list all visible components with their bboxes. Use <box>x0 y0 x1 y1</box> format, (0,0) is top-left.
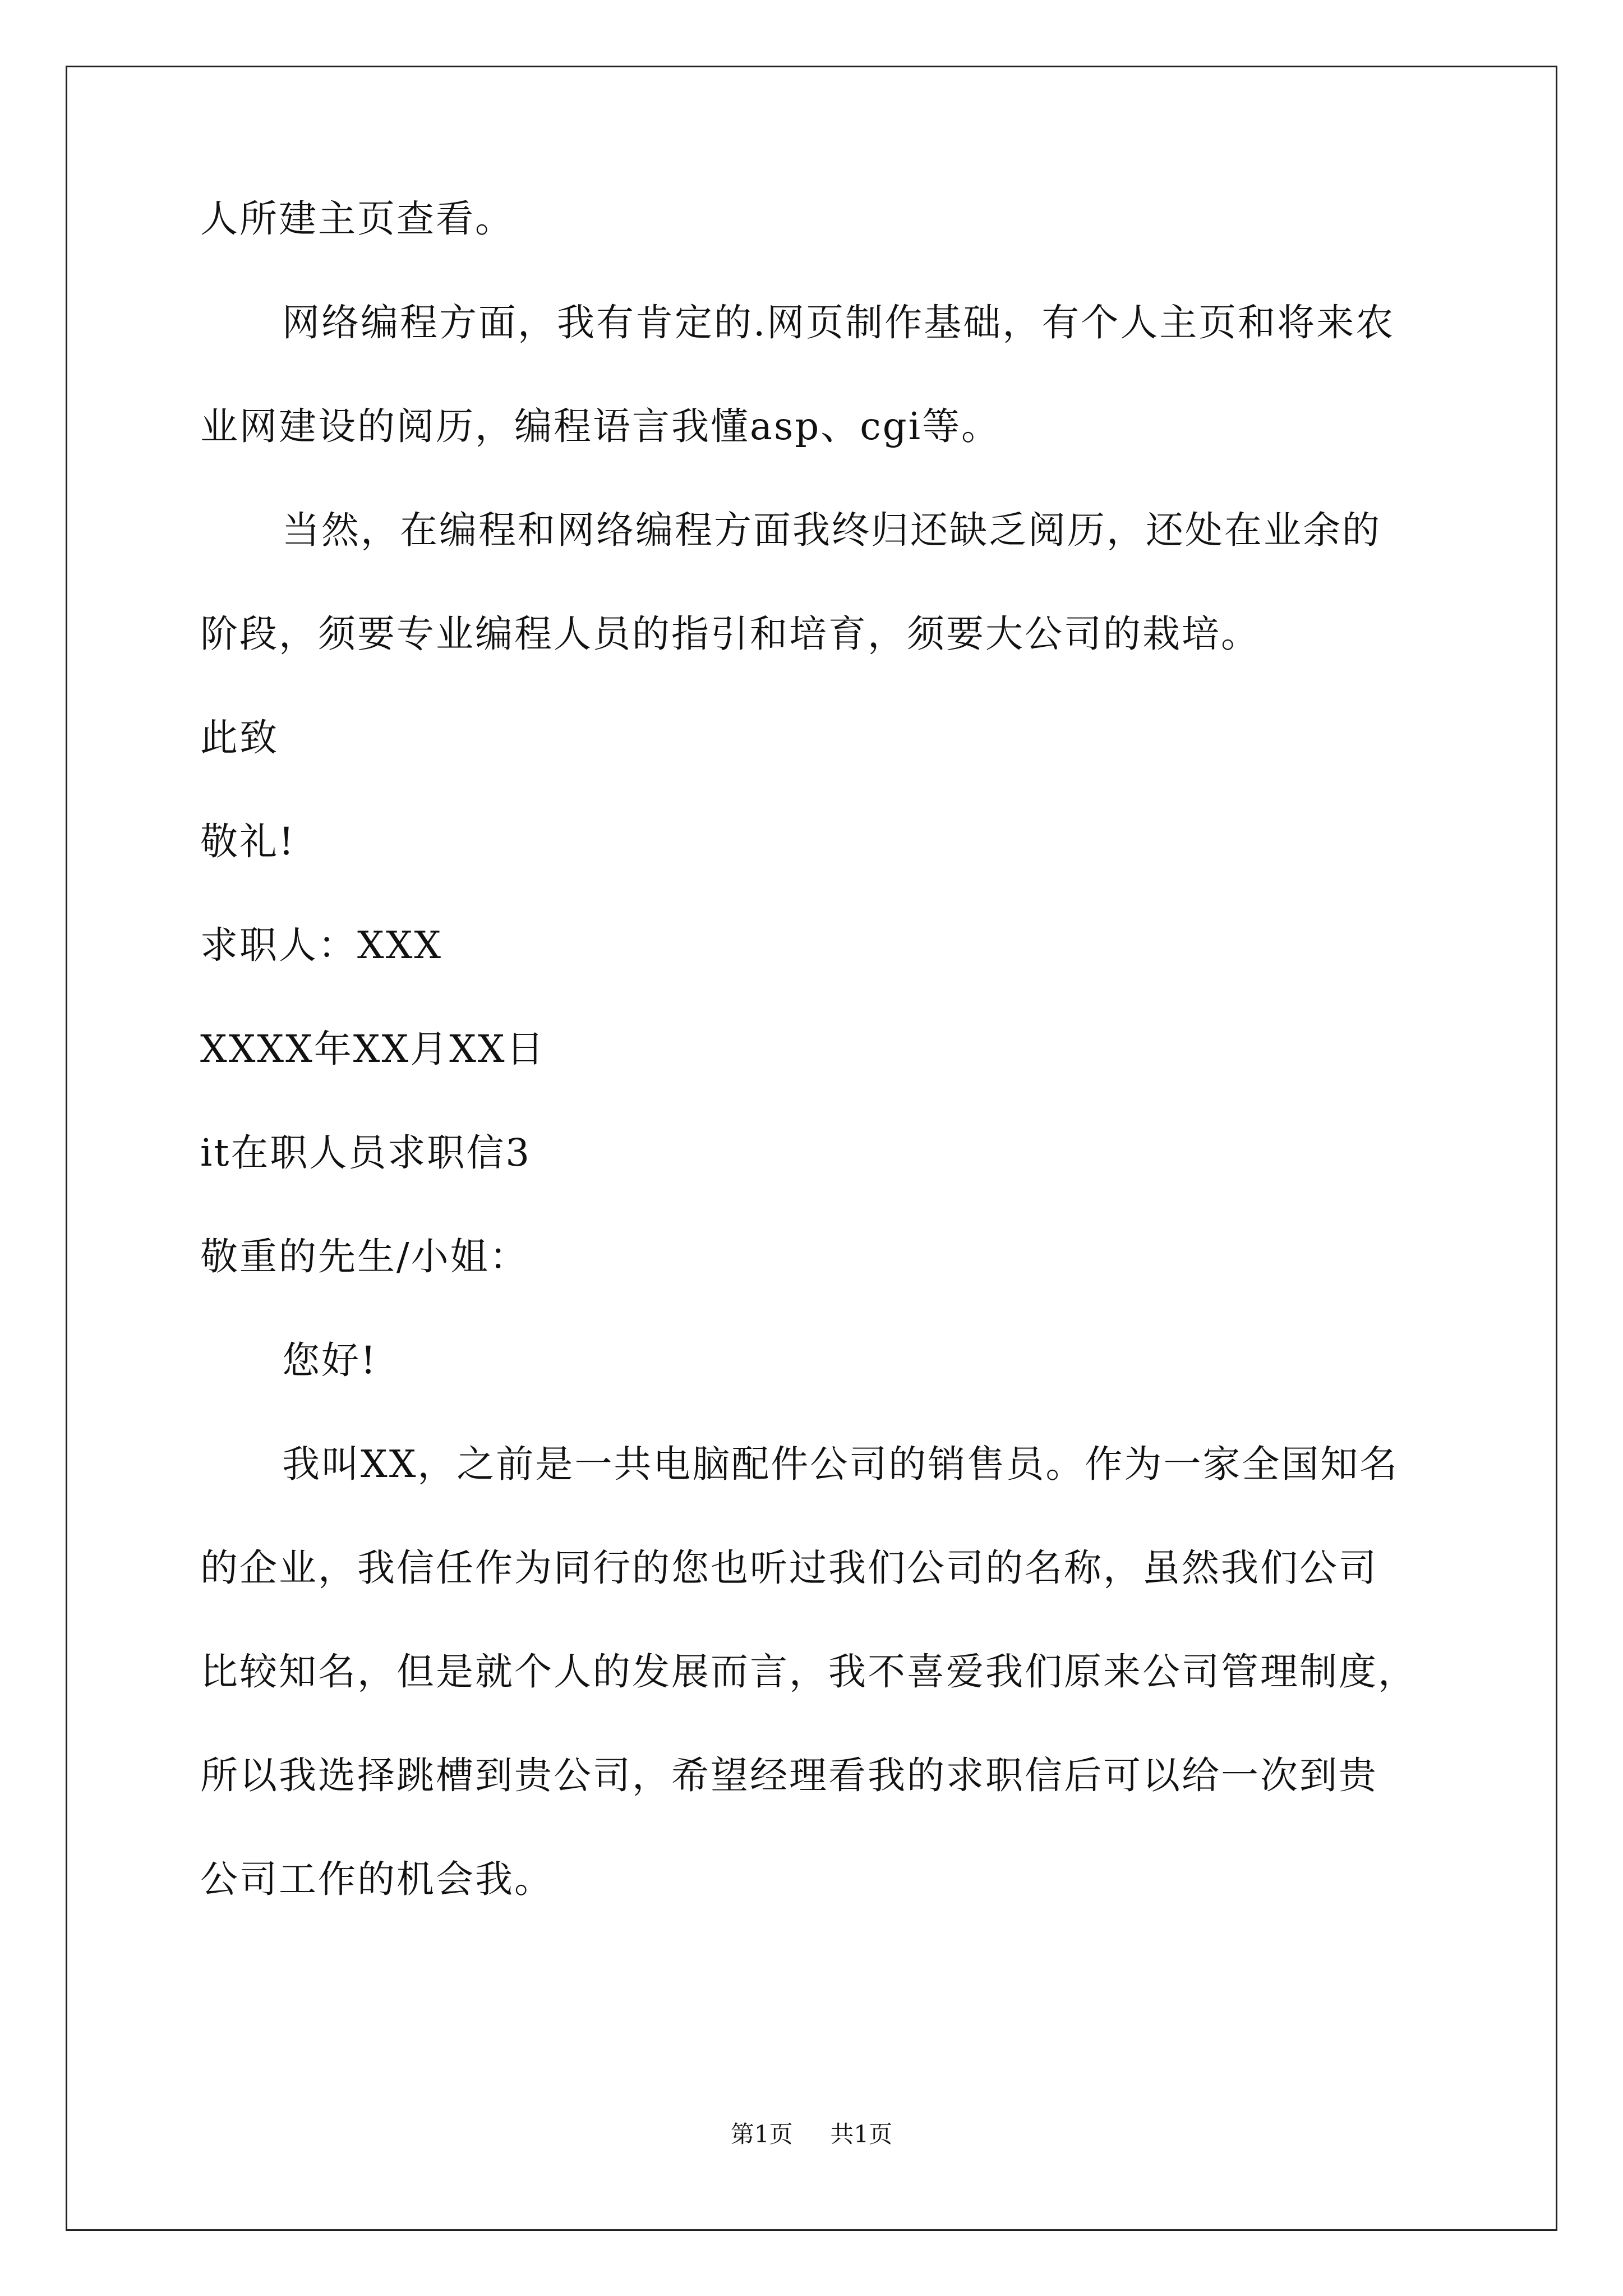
paragraph-line: 当然，在编程和网络编程方面我终归还缺乏阅历，还处在业余的 <box>282 508 1381 552</box>
page-footer <box>0 2120 1623 2148</box>
greeting-body: 您好! <box>282 1338 377 1382</box>
greeting-line: 敬重的先生/小姐： <box>200 1235 529 1278</box>
text-line: 比较知名，但是就个人的发展而言，我不喜爱我们原来公司管理制度， <box>200 1650 1417 1694</box>
paragraph-line: 我叫XX，之前是一共电脑配件公司的销售员。作为一家全国知名 <box>282 1442 1399 1486</box>
text-line: 业网建设的阅历，编程语言我懂asp、cgi等。 <box>200 404 1001 448</box>
text-line: 所以我选择跳槽到贵公司，希望经理看我的求职信后可以给一次到贵 <box>200 1754 1378 1797</box>
section-title: it在职人员求职信3 <box>200 1131 531 1175</box>
closing-line: 此致 <box>200 716 279 760</box>
date-line: XXXX年XX月XX日 <box>200 1027 546 1071</box>
text-line: 阶段，须要专业编程人员的指引和培育，须要大公司的栽培。 <box>200 612 1260 656</box>
paragraph-line: 网络编程方面，我有肯定的.网页制作基础，有个人主页和将来农 <box>282 301 1395 344</box>
text-line: 人所建主页查看。 <box>200 197 514 241</box>
text-line: 公司工作的机会我。 <box>200 1857 554 1901</box>
text-line: 的企业，我信任作为同行的您也听过我们公司的名称，虽然我们公司 <box>200 1546 1378 1590</box>
salutation-line: 敬礼! <box>200 820 296 863</box>
page-total: 共1页 <box>830 2120 893 2148</box>
page-number: 第1页 <box>730 2120 793 2148</box>
applicant-line: 求职人：XXX <box>200 923 443 967</box>
